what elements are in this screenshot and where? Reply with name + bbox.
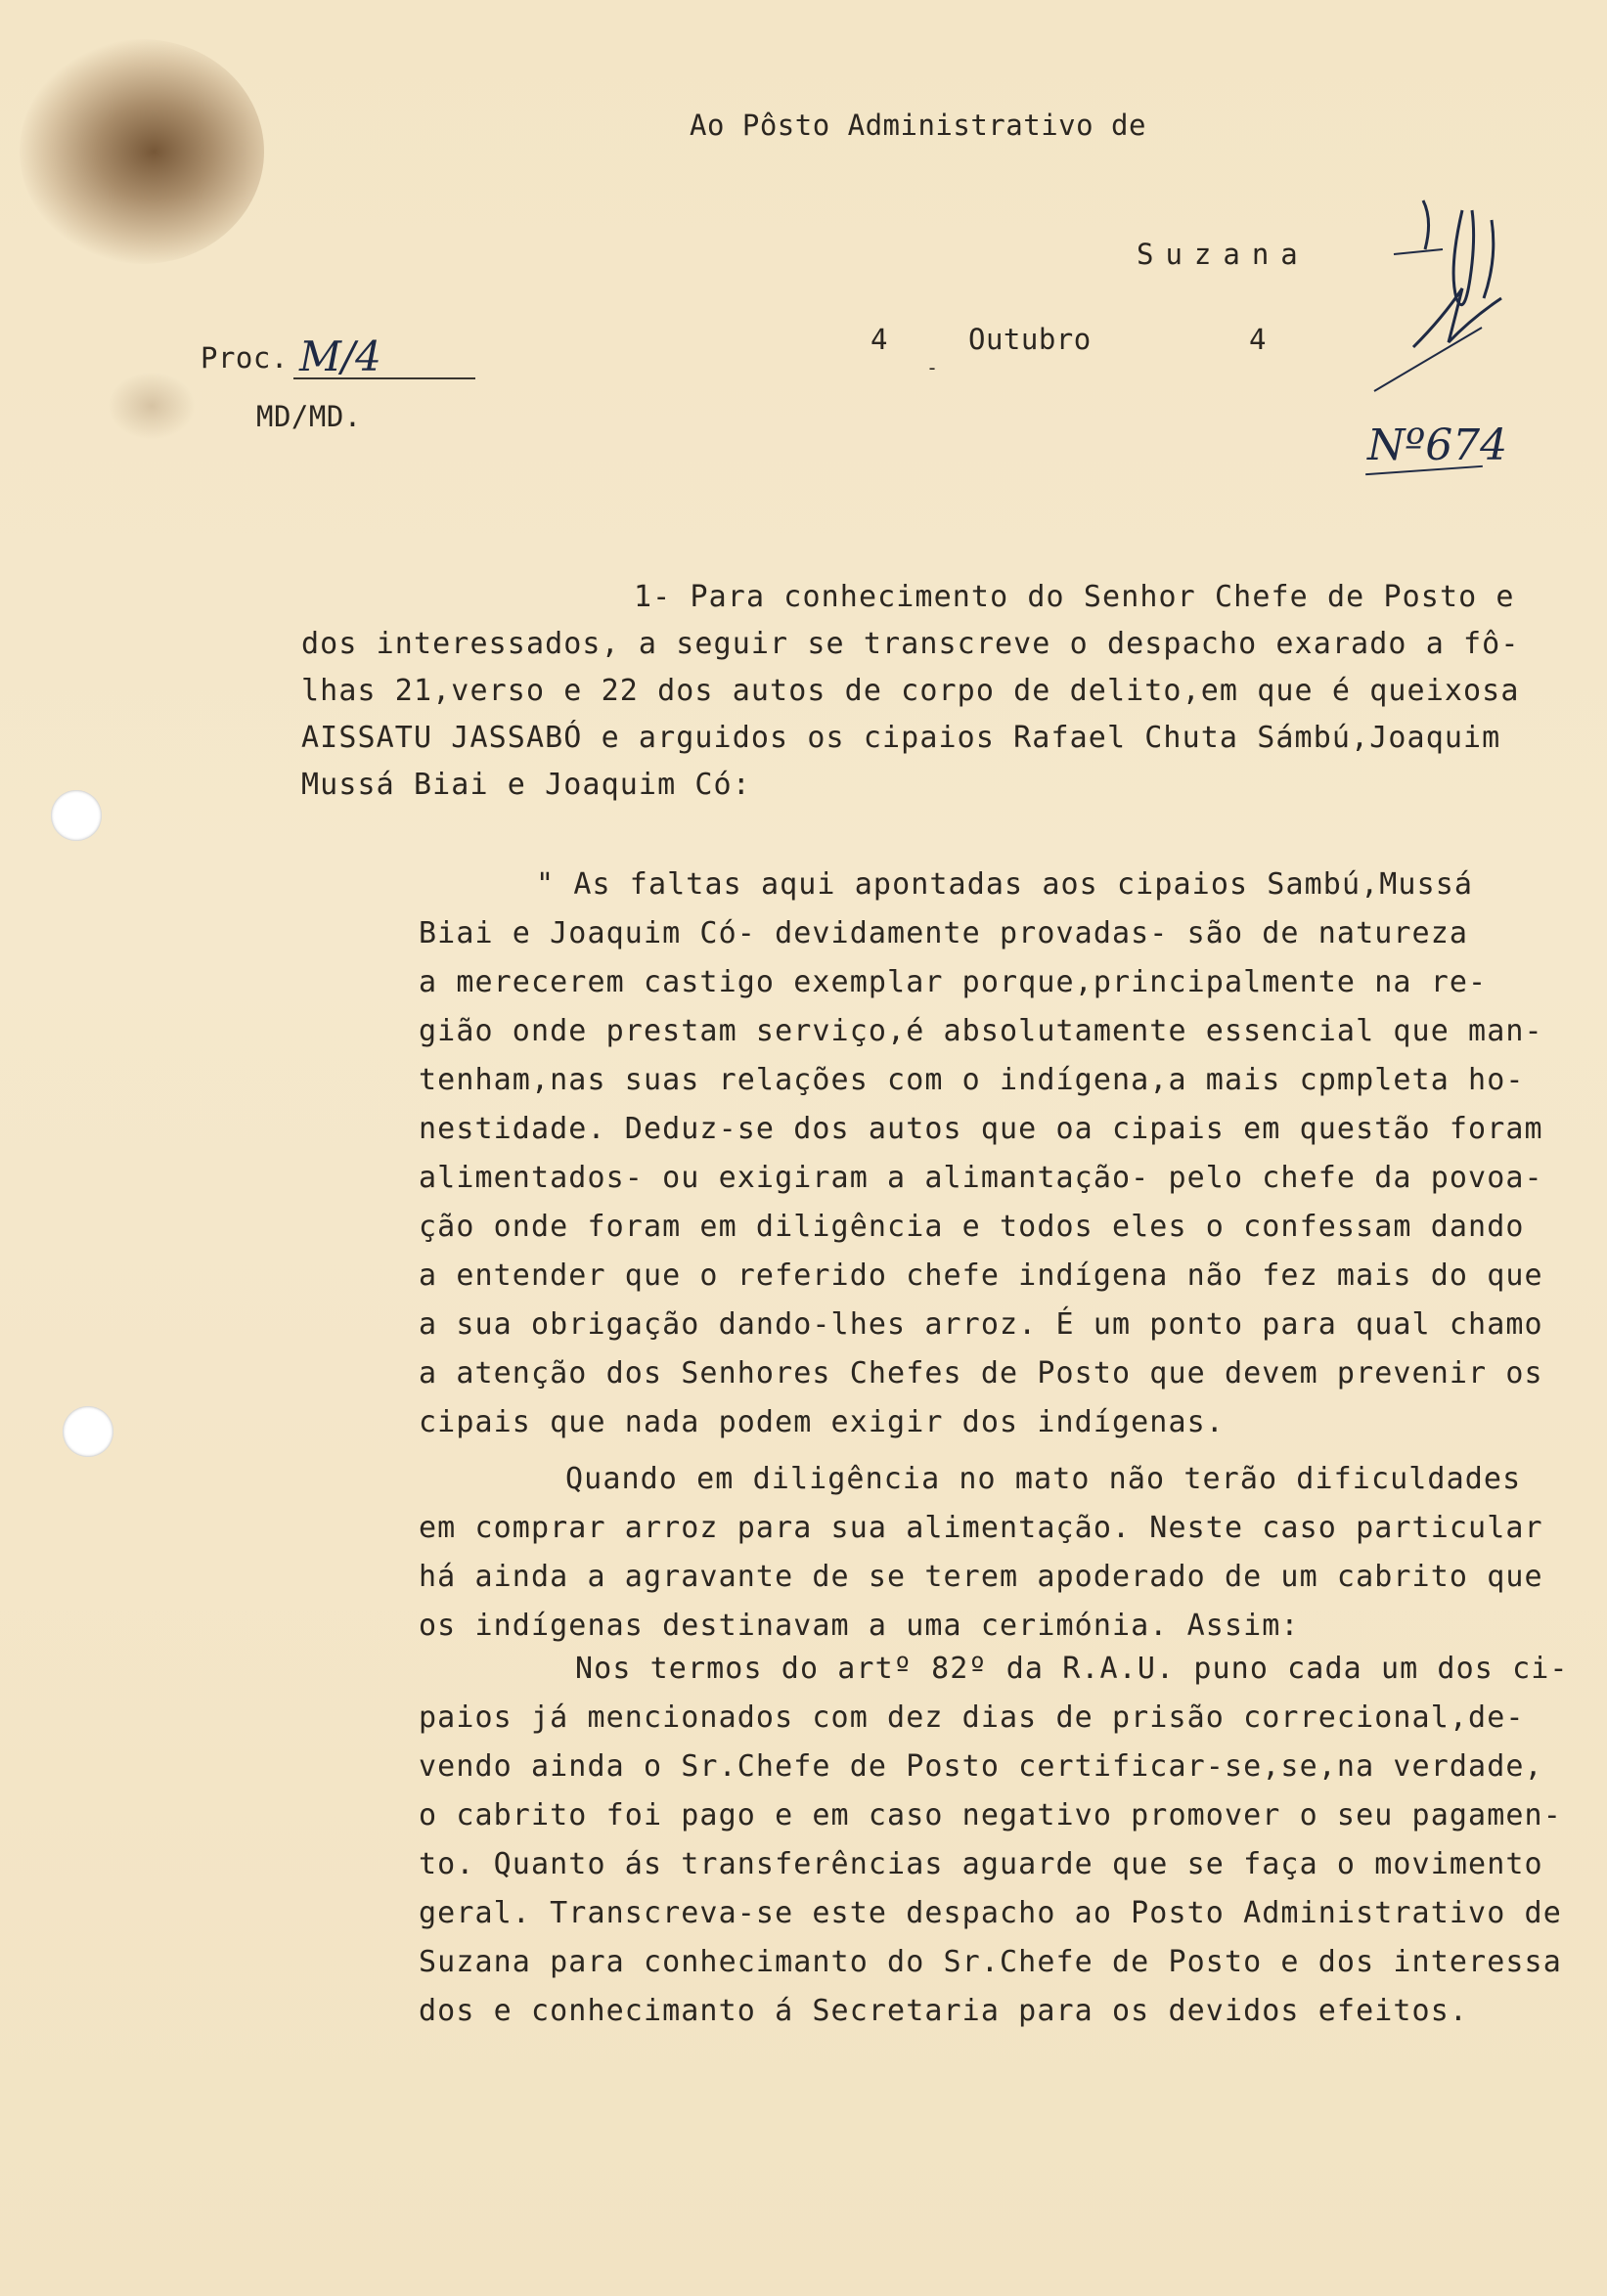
paragraph-diligence	[419, 1462, 1592, 1643]
punch-hole-top	[51, 790, 102, 841]
text-line: a atenção dos Senhores Chefes de Posto que devem prevenir os	[419, 1356, 1543, 1391]
text-line: os indígenas destinavam a uma cerimónia. Assim:	[419, 1609, 1300, 1643]
text-line: tenham,nas suas relações com o indígena,a mais cpmpleta ho-	[419, 1063, 1525, 1097]
proc-number-handwritten: M/4	[299, 332, 381, 380]
text-line: alimentados- ou exigiram a alimantação- pelo chefe da povoa-	[419, 1161, 1543, 1195]
document-number-handwritten: Nº674	[1367, 420, 1508, 470]
paragraph-punishment	[419, 1652, 1607, 2046]
text-line: Nos termos do artº 82º da R.A.U. puno cada um dos ci-	[575, 1652, 1569, 1686]
text-line: cipais que nada podem exigir dos indígenas.	[419, 1405, 1225, 1439]
text-line: " As faltas aqui apontadas aos cipaios Sambú,Mussá	[536, 867, 1474, 902]
text-line: gião onde prestam serviço,é absolutamente essencial que man-	[419, 1014, 1543, 1048]
paragraph-intro	[301, 580, 1592, 808]
text-line: a entender que o referido chefe indígena não fez mais do que	[419, 1258, 1543, 1293]
text-line: o cabrito foi pago e em caso negativo promover o seu pagamen-	[419, 1798, 1562, 1832]
date-year: 4	[1249, 323, 1267, 356]
text-line: to. Quanto ás transferências aguarde que se faça o movimento	[419, 1847, 1543, 1881]
coffee-stain	[20, 39, 264, 264]
text-line: dos e conhecimanto á Secretaria para os devidos efeitos.	[419, 1994, 1469, 2028]
text-line: a sua obrigação dando-lhes arroz. É um ponto para qual chamo	[419, 1307, 1543, 1342]
text-line: Suzana para conhecimanto do Sr.Chefe de Posto e dos interessa	[419, 1945, 1562, 1979]
handwritten-signature	[1355, 181, 1531, 416]
text-line: geral. Transcreva-se este despacho ao Posto Administrativo de	[419, 1896, 1562, 1930]
text-line: 1- Para conhecimento do Senhor Chefe de Posto e	[634, 580, 1515, 614]
reference-code: MD/MD.	[256, 400, 362, 433]
text-line: há ainda a agravante de se terem apoderado de um cabrito que	[419, 1560, 1543, 1594]
paper-stain	[108, 372, 196, 440]
text-line: nestidade. Deduz-se dos autos que oa cipais em questão foram	[419, 1112, 1543, 1146]
punch-hole-bottom	[63, 1406, 113, 1457]
text-line: lhas 21,verso e 22 dos autos de corpo de delito,em que é queixosa	[301, 674, 1520, 708]
text-line: paios já mencionados com dez dias de prisão correcional,de-	[419, 1700, 1525, 1735]
text-line: vendo ainda o Sr.Chefe de Posto certificar-se,se,na verdade,	[419, 1749, 1543, 1784]
proc-label: Proc.	[201, 341, 289, 375]
text-line: dos interessados, a seguir se transcreve o despacho exarado a fô-	[301, 627, 1520, 661]
text-line: Quando em diligência no mato não terão dificuldades	[565, 1462, 1522, 1496]
text-line: ção onde foram em diligência e todos eles o confessam dando	[419, 1210, 1525, 1244]
text-line: em comprar arroz para sua alimentação. Neste caso particular	[419, 1511, 1543, 1545]
date-dash-mark: -	[926, 356, 939, 379]
date-month: Outubro	[968, 323, 1092, 356]
text-line: a merecerem castigo exemplar porque,principalmente na re-	[419, 965, 1488, 999]
paragraph-dispatch-quote	[419, 867, 1592, 1457]
text-line: Mussá Biai e Joaquim Có:	[301, 768, 751, 802]
text-line: Biai e Joaquim Có- devidamente provadas- são de natureza	[419, 916, 1469, 950]
date-day: 4	[870, 323, 888, 356]
proc-underline	[293, 377, 475, 379]
text-line: AISSATU JASSABÓ e arguidos os cipaios Rafael Chuta Sámbú,Joaquim	[301, 721, 1501, 755]
place-name: Suzana	[1137, 238, 1310, 271]
addressee-line: Ao Pôsto Administrativo de	[690, 109, 1146, 142]
